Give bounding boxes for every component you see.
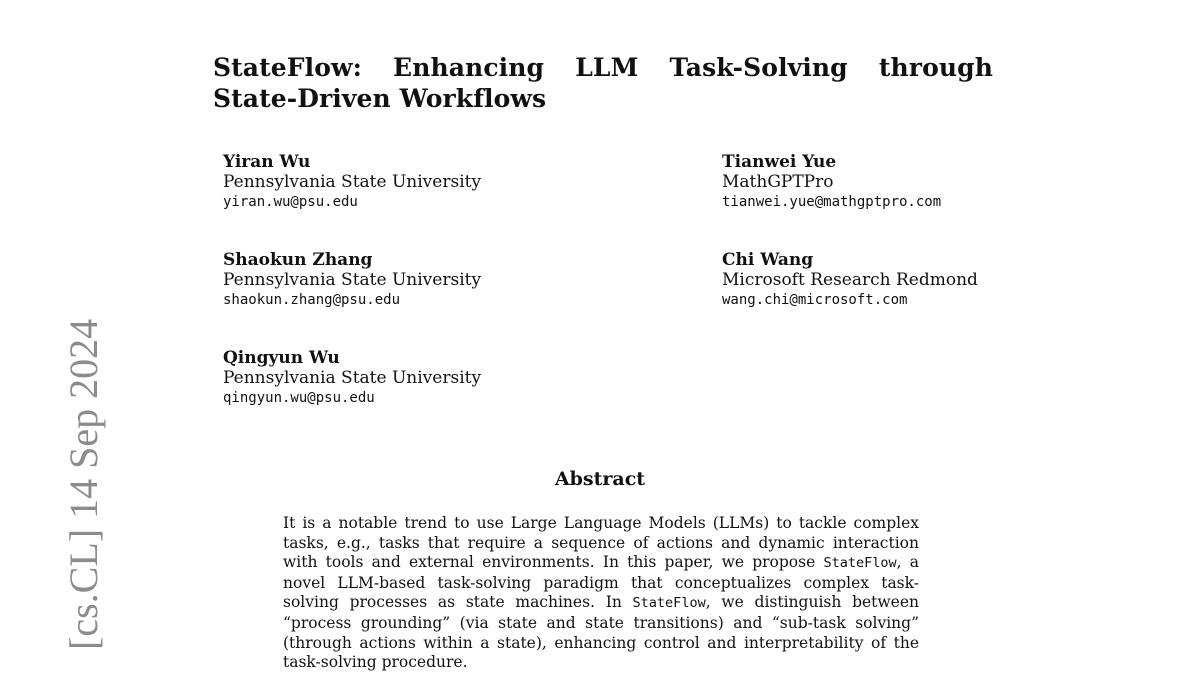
abstract-body: [283, 514, 919, 672]
abstract-text: It is a notable trend to use Large Language Models (LLMs) to tackle complex tasks, e.g., tasks that require a sequence of actions and dynamic interaction with tools and external environments. In this paper, we propose: [283, 514, 919, 572]
author-block: [223, 152, 481, 212]
author-block: [722, 250, 978, 310]
author-name: Yiran Wu: [223, 152, 311, 172]
author-email: tianwei.yue@mathgptpro.com: [722, 194, 942, 210]
author-name: Tianwei Yue: [722, 152, 837, 172]
abstract-code: StateFlow: [632, 595, 706, 612]
abstract-text: , we distinguish between “process grounding” (via state and state transitions) and “sub-task solving” (through actions within a state), enhancing control and interpretability of the task-solving procedure.: [283, 593, 919, 672]
author-email: yiran.wu@psu.edu: [223, 194, 358, 210]
author-block: [722, 152, 941, 212]
author-affiliation: MathGPTPro: [722, 172, 834, 192]
paper-title: StateFlow: Enhancing LLM Task-Solving through State-Driven Workflows: [213, 53, 993, 113]
author-email: shaokun.zhang@psu.edu: [223, 292, 401, 308]
abstract-heading: Abstract: [554, 468, 646, 490]
author-email: qingyun.wu@psu.edu: [223, 390, 375, 406]
author-affiliation: Pennsylvania State University: [223, 368, 482, 388]
abstract-code: StateFlow: [823, 555, 897, 572]
author-affiliation: Microsoft Research Redmond: [722, 270, 978, 290]
abstract-text: , a novel LLM-based task-solving paradigm that conceptualizes complex task-solving processes as state machines. In: [283, 553, 919, 612]
author-block: [223, 250, 481, 310]
arxiv-stamp: [cs.CL] 14 Sep 2024: [61, 318, 106, 650]
author-block: [223, 348, 481, 408]
author-name: Shaokun Zhang: [223, 250, 373, 270]
author-name: Qingyun Wu: [223, 348, 340, 368]
author-email: wang.chi@microsoft.com: [722, 292, 908, 308]
author-name: Chi Wang: [722, 250, 814, 270]
author-affiliation: Pennsylvania State University: [223, 270, 482, 290]
author-affiliation: Pennsylvania State University: [223, 172, 482, 192]
